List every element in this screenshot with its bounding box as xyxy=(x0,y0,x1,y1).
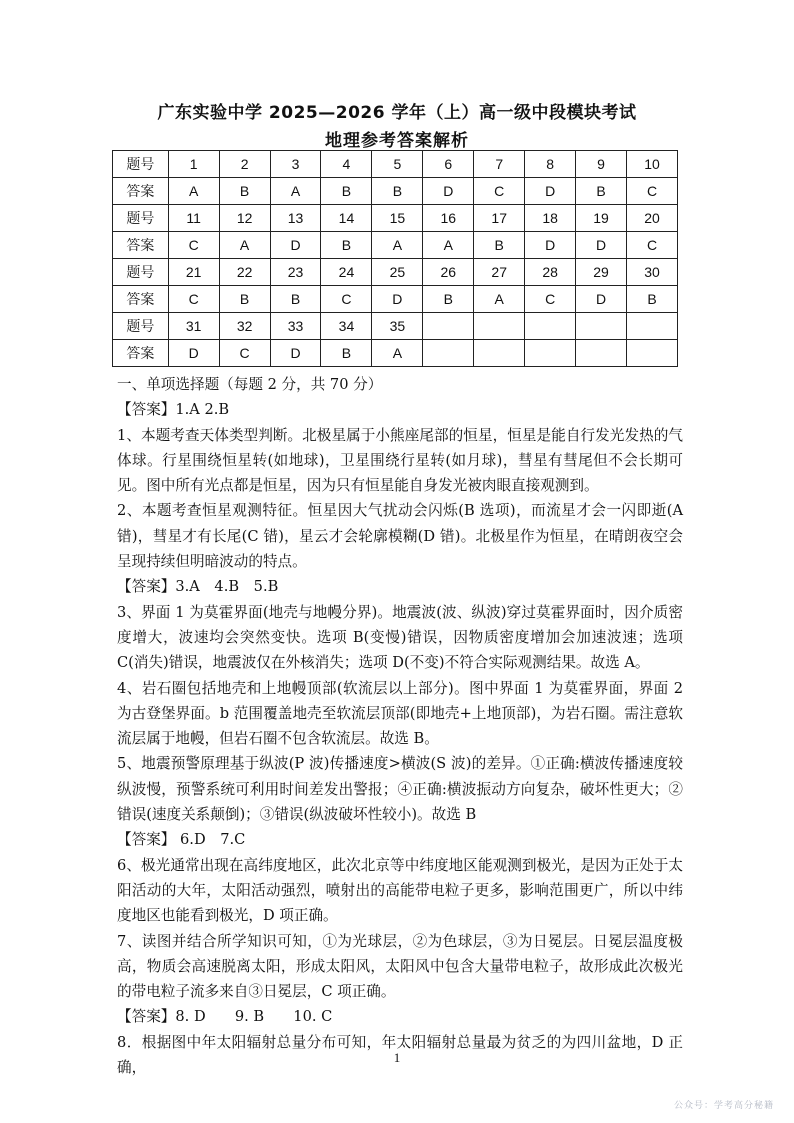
question-number-cell: 14 xyxy=(321,205,372,232)
answer-cell: A xyxy=(372,340,423,367)
answer-cell: C xyxy=(168,286,219,313)
answer-cell: B xyxy=(321,232,372,259)
explanation-paragraph: 7、读图并结合所学知识可知，①为光球层，②为色球层，③为日冕层。日冕层温度极高，物质会高速脱离太阳，形成太阳风，太阳风中包含大量带电粒子，故形成此次极光的带电粒子流多来自③日冕层，C 项正确。 xyxy=(117,932,683,1001)
answer-cell: B xyxy=(219,286,270,313)
exam-subtitle: 地理参考答案解析 xyxy=(325,131,469,151)
answer-cell xyxy=(423,340,474,367)
question-number-cell: 12 xyxy=(219,205,270,232)
question-number-cell: 24 xyxy=(321,259,372,286)
answer-cell: A xyxy=(219,232,270,259)
answer-cell: D xyxy=(525,232,576,259)
explanation-paragraph: 6、极光通常出现在高纬度地区，此次北京等中纬度地区能观测到极光，是因为正处于太阳活动的大年，太阳活动强烈，喷射出的高能带电粒子更多，影响范围更广，所以中纬度地区也能看到极光，D 项正确。 xyxy=(117,856,683,925)
answer-cell: B xyxy=(372,178,423,205)
question-number-cell: 35 xyxy=(372,313,423,340)
explanation-paragraph: 2、本题考查恒星观测特征。恒星因大气扰动会闪烁(B 选项)，而流星才会一闪即逝(A 错)，彗星才有长尾(C 错)，星云才会轮廓模糊(D 错)。北极星作为恒星，在晴朗夜空会呈现持续但明暗波动的特点。 xyxy=(117,502,683,571)
question-number-cell: 17 xyxy=(474,205,525,232)
answer-row xyxy=(113,340,678,367)
answer-line: 【答案】3.A 4.B 5.B xyxy=(117,578,279,596)
question-number-cell: 16 xyxy=(423,205,474,232)
answer-line: 【答案】1.A 2.B xyxy=(117,401,230,419)
answer-cell xyxy=(525,340,576,367)
answer-cell: B xyxy=(321,340,372,367)
question-number-cell: 21 xyxy=(168,259,219,286)
question-number-cell: 18 xyxy=(525,205,576,232)
answer-cell: C xyxy=(627,178,678,205)
watermark: 公众号：学考高分秘籍 xyxy=(673,1101,774,1111)
question-number-cell: 26 xyxy=(423,259,474,286)
explanation-paragraph: 4、岩石圈包括地壳和上地幔顶部(软流层以上部分)。图中界面 1 为莫霍界面，界面 2 为古登堡界面。b 范围覆盖地壳至软流层顶部(即地壳+上地顶部)，为岩石圈。需注意软流层属于地幔，但岩石圈不包含软流层。故选 B。 xyxy=(117,679,683,748)
explanation-paragraph: 8．根据图中年太阳辐射总量分布可知，年太阳辐射总量最为贫乏的为四川盆地，D 正确， xyxy=(117,1033,683,1077)
answer-cell: D xyxy=(576,232,627,259)
answer-cell: B xyxy=(474,232,525,259)
answer-cell: B xyxy=(321,178,372,205)
question-number-cell xyxy=(525,313,576,340)
row-label: 题号 xyxy=(113,259,169,286)
question-number-cell: 3 xyxy=(270,151,321,178)
page-number: 1 xyxy=(393,1050,401,1065)
question-number-cell: 27 xyxy=(474,259,525,286)
explanation-paragraph: 5、地震预警原理基于纵波(P 波)传播速度>横波(S 波)的差异。①正确:横波传播速度较纵波慢，预警系统可利用时间差发出警报；④正确:横波振动方向复杂，破坏性更大；②错误(速度关系颠倒)；③错误(纵波破坏性较小)。故选 B xyxy=(117,755,683,824)
question-number-cell: 30 xyxy=(627,259,678,286)
explanation-paragraph: 3、界面 1 为莫霍界面(地壳与地幔分界)。地震波(波、纵波)穿过莫霍界面时，因介质密度增大，波速均会突然变快。选项 B(变慢)错误，因物质密度增加会加速波速；选项 C(消失)错误，地震波仅在外核消失；选项 D(不变)不符合实际观测结果。故选 A。 xyxy=(117,603,683,672)
question-number-cell: 4 xyxy=(321,151,372,178)
answer-table xyxy=(112,150,678,367)
question-number-cell: 13 xyxy=(270,205,321,232)
question-number-cell: 34 xyxy=(321,313,372,340)
question-number-row xyxy=(113,205,678,232)
answer-cell: A xyxy=(423,232,474,259)
question-number-cell xyxy=(474,313,525,340)
answer-cell: D xyxy=(270,340,321,367)
question-number-cell: 25 xyxy=(372,259,423,286)
question-number-cell xyxy=(576,313,627,340)
answer-cell: B xyxy=(423,286,474,313)
question-number-cell: 8 xyxy=(525,151,576,178)
exam-title: 广东实验中学 2025—2026 学年（上）高一级中段模块考试 xyxy=(157,103,637,123)
answer-cell: B xyxy=(576,178,627,205)
answer-cell: B xyxy=(270,286,321,313)
answer-cell: D xyxy=(270,232,321,259)
row-label: 题号 xyxy=(113,313,169,340)
question-number-cell: 6 xyxy=(423,151,474,178)
answer-cell: B xyxy=(627,286,678,313)
question-number-cell: 1 xyxy=(168,151,219,178)
row-label: 答案 xyxy=(113,178,169,205)
row-label: 答案 xyxy=(113,340,169,367)
row-label: 答案 xyxy=(113,286,169,313)
question-number-cell xyxy=(423,313,474,340)
answer-cell: D xyxy=(168,340,219,367)
question-number-cell: 10 xyxy=(627,151,678,178)
section-heading: 一、单项选择题（每题 2 分，共 70 分） xyxy=(117,376,383,393)
answer-cell: A xyxy=(270,178,321,205)
question-number-cell: 20 xyxy=(627,205,678,232)
question-number-cell: 22 xyxy=(219,259,270,286)
answer-cell xyxy=(474,340,525,367)
question-number-cell: 15 xyxy=(372,205,423,232)
question-number-cell: 2 xyxy=(219,151,270,178)
question-number-row xyxy=(113,151,678,178)
explanation-body xyxy=(117,372,683,1080)
answer-cell: C xyxy=(219,340,270,367)
question-number-cell: 33 xyxy=(270,313,321,340)
question-number-cell xyxy=(627,313,678,340)
question-number-cell: 9 xyxy=(576,151,627,178)
answer-cell: B xyxy=(219,178,270,205)
answer-cell: D xyxy=(576,286,627,313)
row-label: 答案 xyxy=(113,232,169,259)
answer-row xyxy=(113,232,678,259)
question-number-cell: 32 xyxy=(219,313,270,340)
question-number-cell: 23 xyxy=(270,259,321,286)
answer-cell: D xyxy=(423,178,474,205)
answer-cell xyxy=(627,340,678,367)
answer-cell: A xyxy=(168,178,219,205)
answer-cell: A xyxy=(372,232,423,259)
explanation-paragraph: 1、本题考查天体类型判断。北极星属于小熊座尾部的恒星，恒星是能自行发光发热的气体球。行星围绕恒星转(如地球)，卫星围绕行星转(如月球)，彗星有彗尾但不会长期可见。图中所有光点都是恒星，因为只有恒星能自身发光被肉眼直接观测到。 xyxy=(117,426,683,495)
question-number-row xyxy=(113,259,678,286)
answer-cell: A xyxy=(474,286,525,313)
answer-row xyxy=(113,178,678,205)
row-label: 题号 xyxy=(113,205,169,232)
answer-row xyxy=(113,286,678,313)
answer-cell: C xyxy=(525,286,576,313)
answer-cell: C xyxy=(627,232,678,259)
question-number-cell: 31 xyxy=(168,313,219,340)
answer-line: 【答案】8. D 9. B 10. C xyxy=(117,1008,333,1026)
answer-cell: C xyxy=(321,286,372,313)
answer-cell: C xyxy=(168,232,219,259)
question-number-cell: 29 xyxy=(576,259,627,286)
answer-cell: D xyxy=(372,286,423,313)
question-number-cell: 7 xyxy=(474,151,525,178)
question-number-row xyxy=(113,313,678,340)
answer-line: 【答案】 6.D 7.C xyxy=(117,831,246,849)
answer-cell: D xyxy=(525,178,576,205)
question-number-cell: 19 xyxy=(576,205,627,232)
question-number-cell: 11 xyxy=(168,205,219,232)
question-number-cell: 5 xyxy=(372,151,423,178)
row-label: 题号 xyxy=(113,151,169,178)
answer-cell xyxy=(576,340,627,367)
answer-cell: C xyxy=(474,178,525,205)
question-number-cell: 28 xyxy=(525,259,576,286)
